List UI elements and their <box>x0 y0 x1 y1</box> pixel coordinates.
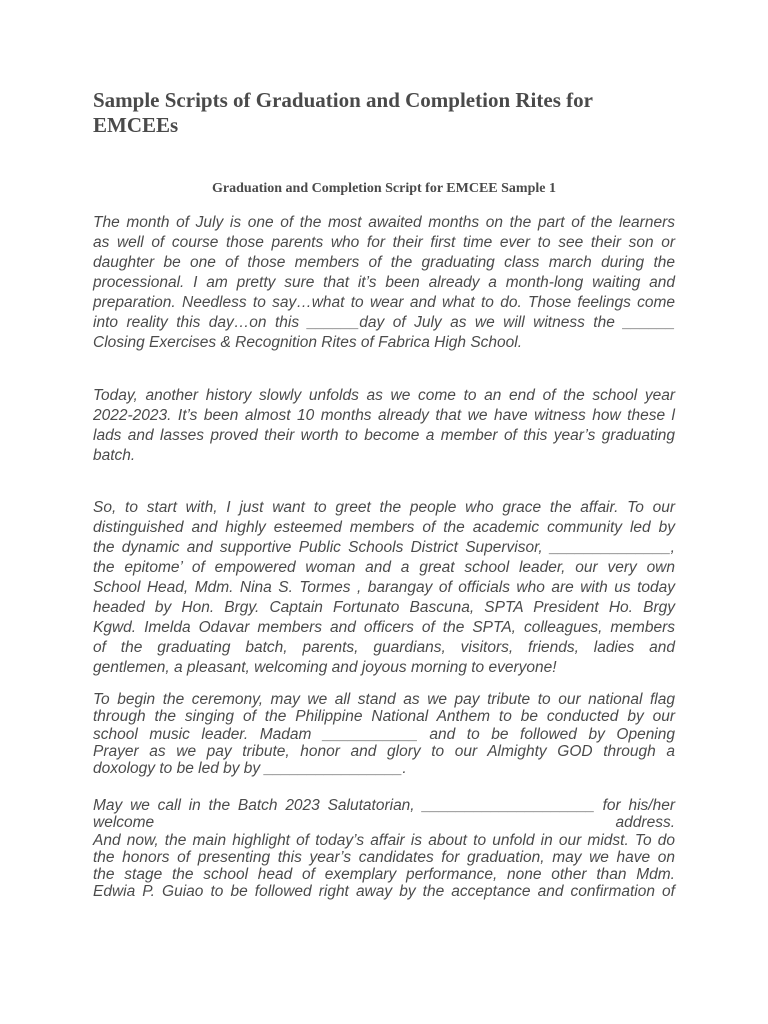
text-line: Prayer as we pay tribute, honor and glory to our Almighty GOD through a <box>93 742 675 760</box>
text-line: lads and lasses proved their worth to become a member of this year’s graduating <box>93 427 675 444</box>
text-line: 2022-2023. It’s been almost 10 months already that we have witness how these l <box>93 407 675 424</box>
text-line: headed by Hon. Brgy. Captain Fortunato Bascuna, SPTA President Ho. Brgy <box>93 599 675 616</box>
paragraph-4 <box>93 691 675 777</box>
text-line: distinguished and highly esteemed members of the academic community led by <box>93 519 675 536</box>
text-line: And now, the main highlight of today’s affair is about to unfold in our midst. To do <box>93 831 675 849</box>
paragraph-5 <box>93 797 675 901</box>
paragraph-2 <box>93 386 675 466</box>
text-line: Kgwd. Imelda Odavar members and officers of the SPTA, colleagues, members <box>93 619 675 636</box>
text-line: of the graduating batch, parents, guardians, visitors, friends, ladies and <box>93 639 675 656</box>
title-line-2: EMCEEs <box>93 113 179 137</box>
text-line: gentlemen, a pleasant, welcoming and joyous morning to everyone! <box>93 659 557 676</box>
text-line: welcome address. <box>93 814 675 832</box>
text-line: So, to start with, I just want to greet the people who grace the affair. To our <box>93 499 675 516</box>
script-subtitle: Graduation and Completion Script for EMCEE Sample 1 <box>212 181 556 196</box>
text-line: May we call in the Batch 2023 Salutatorian, ____________________ for his/her <box>93 797 675 814</box>
paragraph-1 <box>93 213 675 353</box>
document-title <box>93 88 693 138</box>
text-line: To begin the ceremony, may we all stand as we pay tribute to our national flag <box>93 691 675 708</box>
paragraph-3 <box>93 498 675 678</box>
text-line: Edwia P. Guiao to be followed right away by the acceptance and confirmation of <box>93 883 675 901</box>
text-line: the dynamic and supportive Public Schools District Supervisor, ______________, <box>93 539 675 556</box>
text-line: School Head, Mdm. Nina S. Tormes , barangay of officials who are with us today <box>93 579 675 596</box>
text-line: batch. <box>93 447 136 464</box>
text-line: the stage the school head of exemplary performance, none other than Mdm. <box>93 866 675 884</box>
text-line: into reality this day…on this ______day of July as we will witness the ______ <box>93 314 675 331</box>
text-line: Closing Exercises & Recognition Rites of Fabrica High School. <box>93 334 523 351</box>
text-line: as well of course those parents who for their first time ever to see their son or <box>93 234 675 251</box>
text-line: daughter be one of those members of the graduating class march during the <box>93 254 675 271</box>
text-line: the epitome’ of empowered woman and a great school leader, our very own <box>93 559 675 576</box>
text-line: the honors of presenting this year’s candidates for graduation, may we have on <box>93 848 675 866</box>
text-line: preparation. Needless to say…what to wear and what to do. Those feelings come <box>93 294 675 311</box>
text-line: through the singing of the Philippine National Anthem to be conducted by our <box>93 708 675 726</box>
text-line: doxology to be led by by ________________. <box>93 760 407 778</box>
text-line: Today, another history slowly unfolds as we come to an end of the school year <box>93 387 675 404</box>
title-line-1: Sample Scripts of Graduation and Completion Rites for <box>93 88 593 112</box>
text-line: The month of July is one of the most awaited months on the part of the learners <box>93 214 675 231</box>
text-line: processional. I am pretty sure that it’s been already a month-long waiting and <box>93 274 675 291</box>
text-line: school music leader. Madam ___________ and to be followed by Opening <box>93 725 675 743</box>
